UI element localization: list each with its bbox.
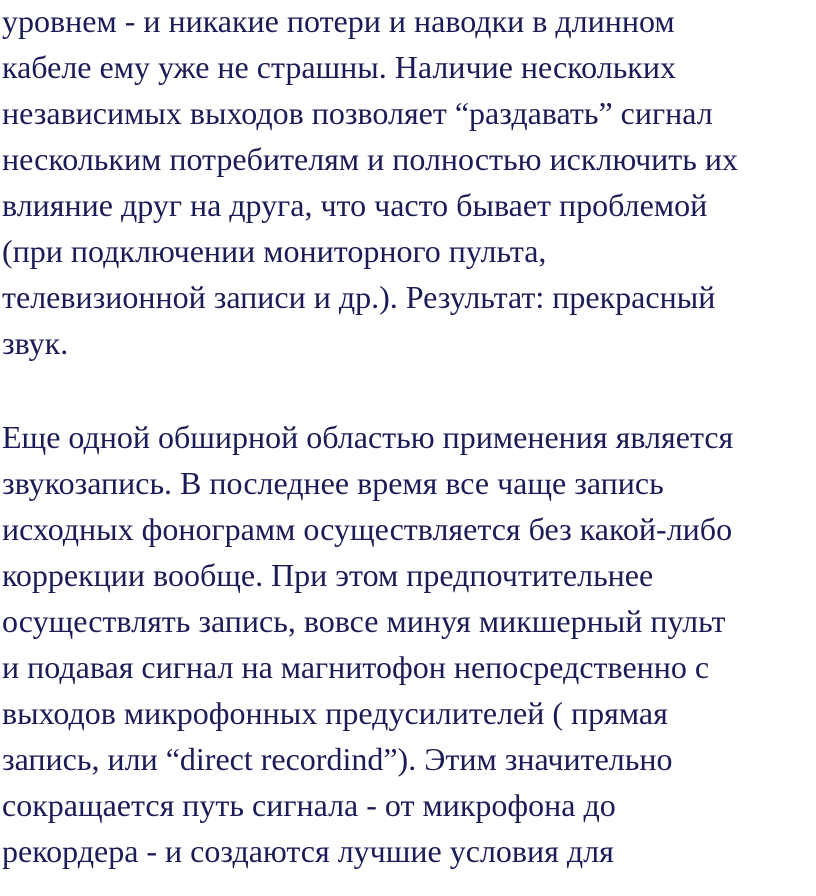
text-line: и подавая сигнал на магнитофон непосредственно с [2,649,710,685]
text-line: независимых выходов позволяет “раздавать” сигнал [2,95,713,131]
text-line: сокращается путь сигнала - от микрофона до [2,787,616,823]
text-line: кабеле ему уже не страшны. Наличие нескольких [2,49,676,85]
text-line: коррекции вообще. При этом предпочтительнее [2,557,654,593]
text-line: рекордера - и создаются лучшие условия для [2,833,614,869]
text-line: запись, или “direct recordind”). Этим значительно [2,741,673,777]
text-line: исходных фонограмм осуществляется без какой-либо [2,511,733,547]
text-line: осуществлять запись, вовсе минуя микшерный пульт [2,603,726,639]
text-line: влияние друг на друга, что часто бывает проблемой [2,187,708,223]
text-line: выходов микрофонных предусилителей ( прямая [2,695,668,731]
text-line: Еще одной обширной областью применения является [2,419,734,455]
text-line: телевизионной записи и др.). Результат: прекрасный [2,279,716,315]
text-line: уровнем - и никакие потери и наводки в длинном [2,3,675,39]
text-line: звукозапись. В последнее время все чаще запись [2,465,664,501]
text-line: нескольким потребителям и полностью исключить их [2,141,738,177]
text-line: звук. [2,325,69,361]
text-line: (при подключении мониторного пульта, [2,233,547,269]
